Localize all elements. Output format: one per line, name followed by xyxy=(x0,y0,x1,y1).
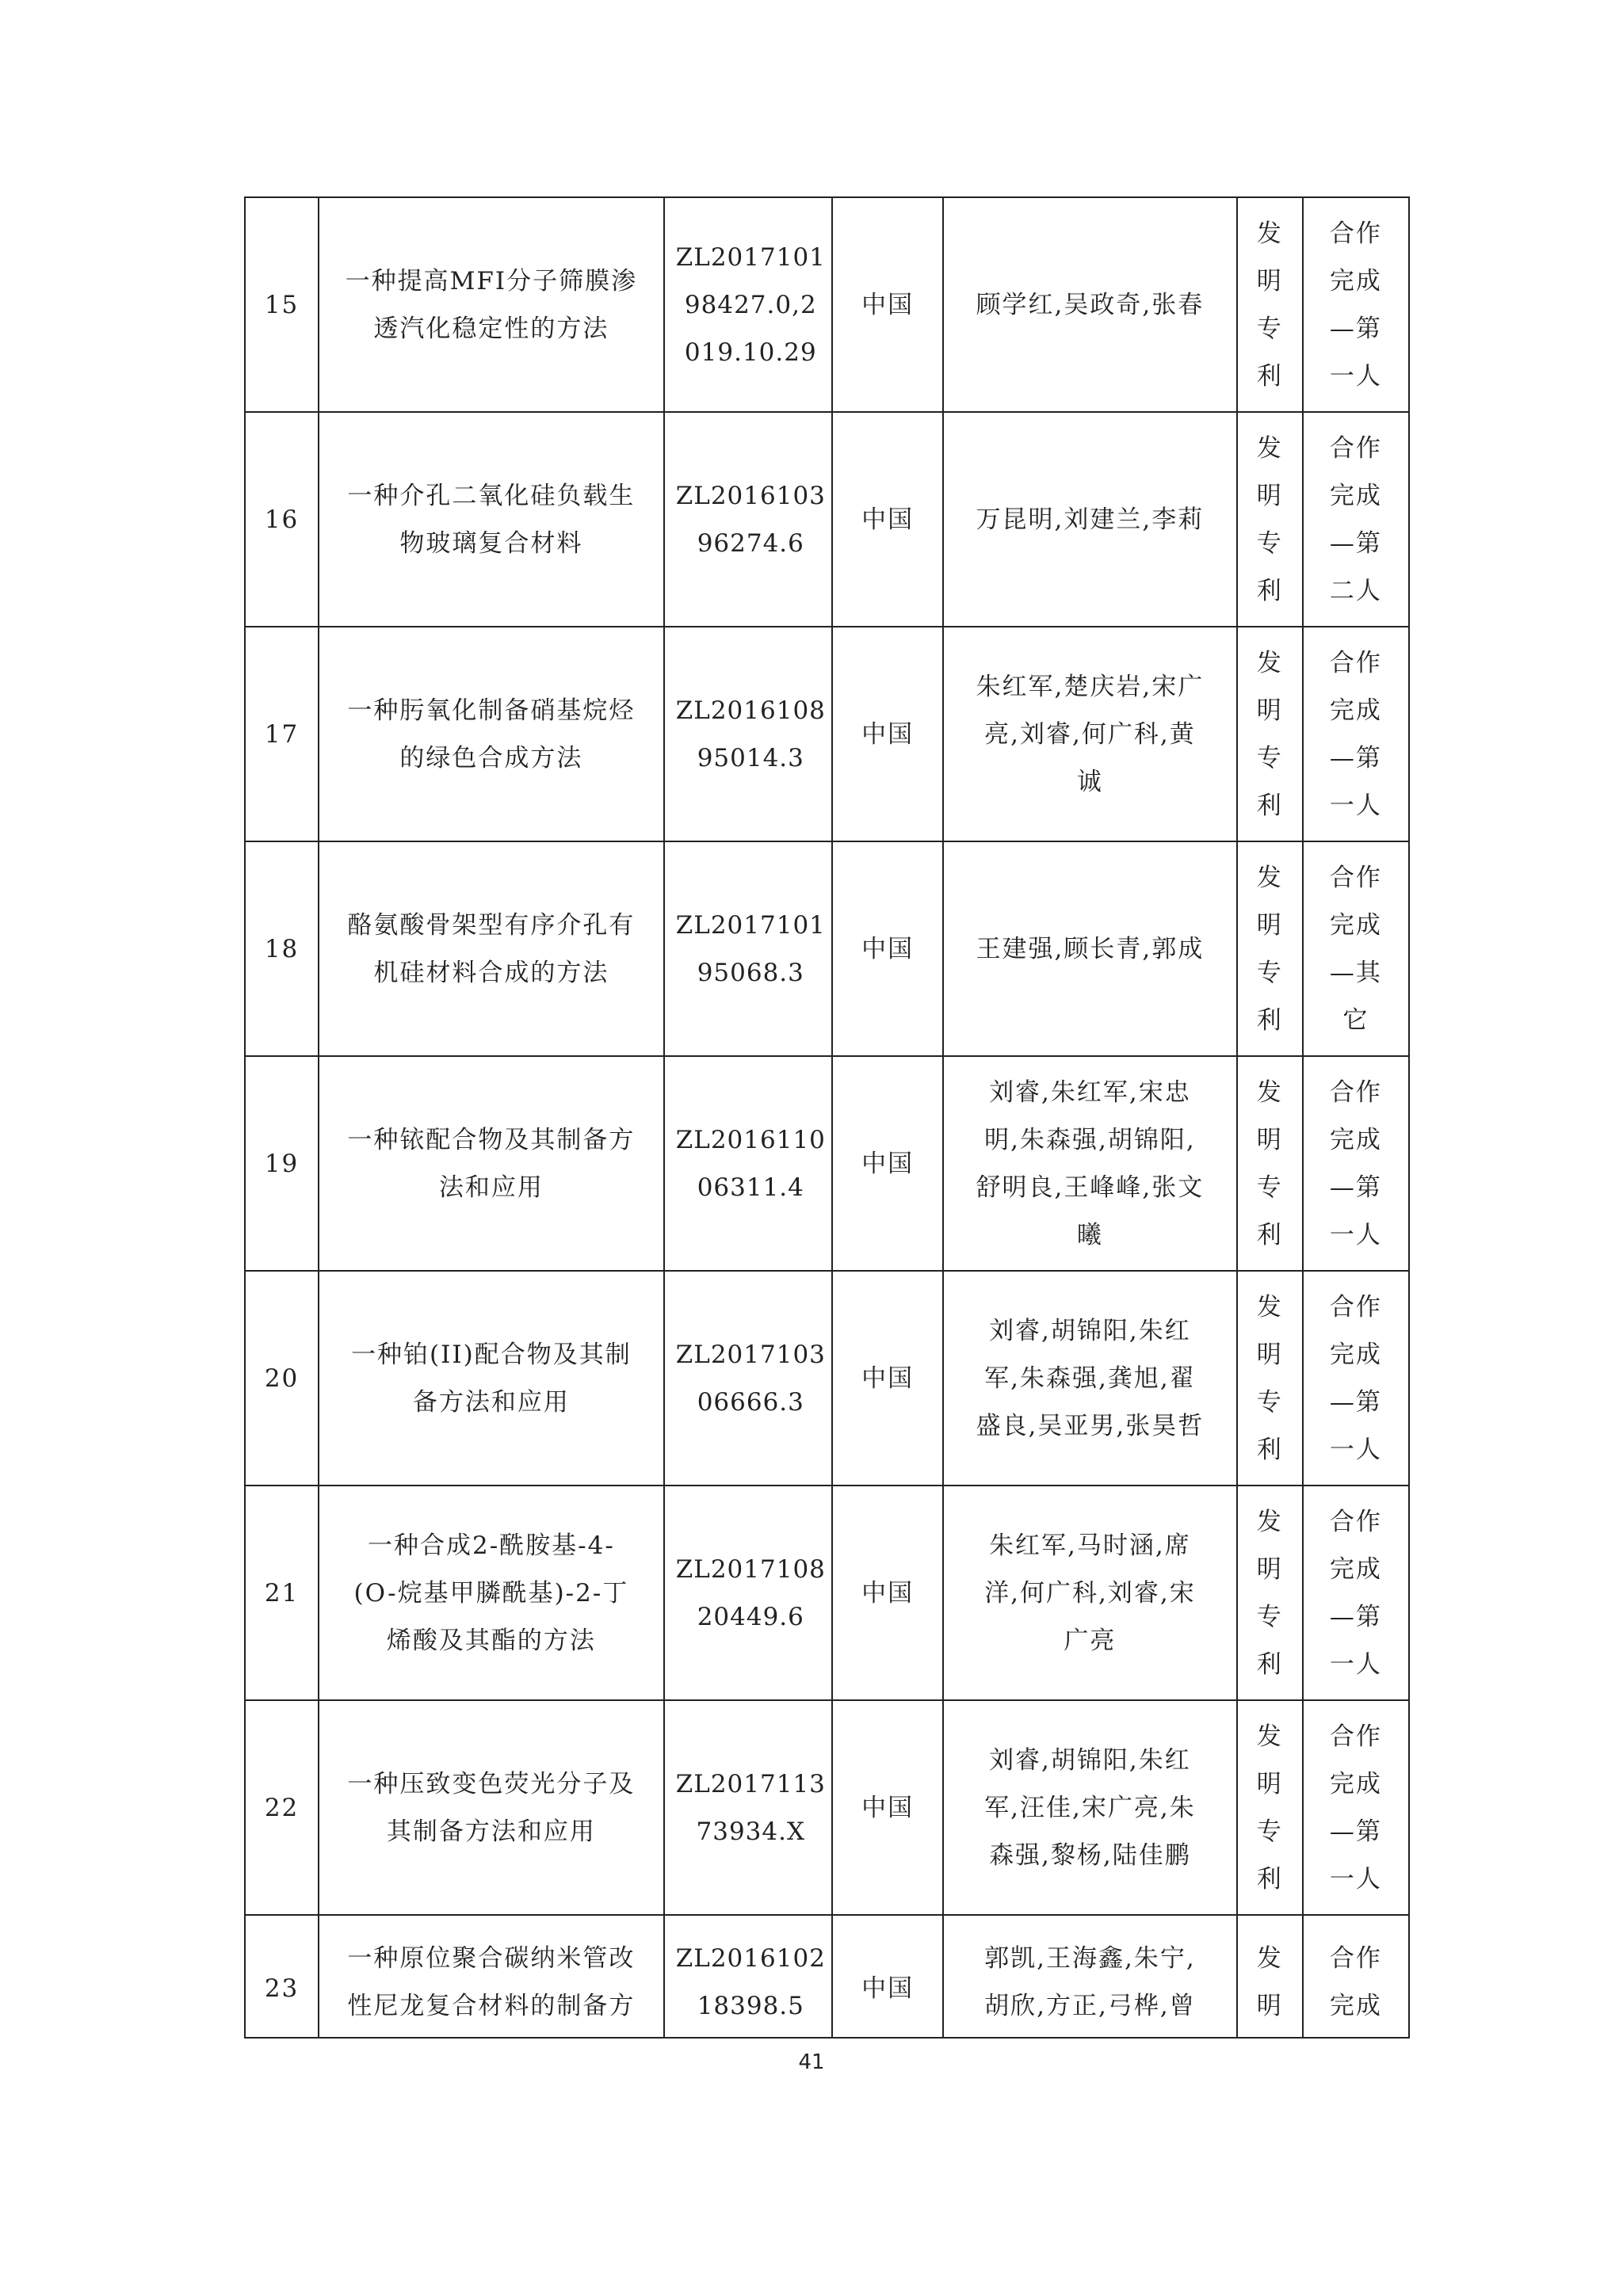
cell-seq-text: 19 xyxy=(264,1149,300,1178)
cell-patent-name-text: 一种铂(II)配合物及其制 备方法和应用 xyxy=(351,1340,632,1417)
cell-patent-number xyxy=(664,841,832,1056)
cell-inventors xyxy=(943,1056,1237,1271)
cell-seq xyxy=(245,1915,319,2038)
cell-patent-number-text: ZL2016108 95014.3 xyxy=(675,696,826,772)
cell-completion-rank xyxy=(1303,1486,1409,1700)
cell-patent-type-text: 发 明 专 利 xyxy=(1256,219,1283,391)
table-row xyxy=(245,841,1409,1056)
cell-patent-type-text: 发 明 专 利 xyxy=(1256,648,1283,820)
cell-completion-rank xyxy=(1303,197,1409,412)
cell-country-text: 中国 xyxy=(861,290,915,319)
cell-inventors-text: 刘睿,胡锦阳,朱红 军,朱森强,龚旭,翟 盛良,吴亚男,张昊哲 xyxy=(976,1316,1205,1440)
cell-seq xyxy=(245,412,319,627)
cell-seq xyxy=(245,1700,319,1915)
cell-completion-rank xyxy=(1303,627,1409,841)
cell-country xyxy=(832,1056,943,1271)
cell-patent-name xyxy=(319,412,664,627)
cell-patent-type xyxy=(1237,1700,1303,1915)
cell-country xyxy=(832,841,943,1056)
cell-country-text: 中国 xyxy=(861,1363,915,1393)
cell-country xyxy=(832,627,943,841)
cell-country xyxy=(832,1271,943,1486)
cell-completion-rank-text: 合作 完成 xyxy=(1329,1943,1382,2020)
cell-seq xyxy=(245,1486,319,1700)
cell-patent-name-text: 一种铱配合物及其制备方 法和应用 xyxy=(347,1125,636,1202)
cell-seq-text: 22 xyxy=(264,1793,300,1822)
cell-patent-name xyxy=(319,197,664,412)
cell-patent-type xyxy=(1237,627,1303,841)
cell-patent-number xyxy=(664,1056,832,1271)
cell-country-text: 中国 xyxy=(861,1578,915,1608)
cell-patent-number xyxy=(664,197,832,412)
cell-completion-rank xyxy=(1303,841,1409,1056)
cell-completion-rank xyxy=(1303,1700,1409,1915)
cell-patent-type xyxy=(1237,841,1303,1056)
cell-patent-number xyxy=(664,412,832,627)
cell-inventors-text: 万昆明,刘建兰,李莉 xyxy=(976,505,1205,534)
cell-inventors xyxy=(943,1915,1237,2038)
table-row xyxy=(245,1056,1409,1271)
cell-patent-type-text: 发 明 专 利 xyxy=(1256,1507,1283,1679)
table-row xyxy=(245,1486,1409,1700)
cell-completion-rank-text: 合作 完成 —其 它 xyxy=(1329,863,1382,1035)
table-row xyxy=(245,412,1409,627)
cell-patent-name xyxy=(319,1700,664,1915)
cell-country-text: 中国 xyxy=(861,1974,915,2003)
cell-seq xyxy=(245,627,319,841)
cell-inventors xyxy=(943,841,1237,1056)
cell-patent-number-text: ZL2017101 95068.3 xyxy=(675,910,826,987)
cell-inventors xyxy=(943,197,1237,412)
table-row xyxy=(245,627,1409,841)
cell-patent-name-text: 一种原位聚合碳纳米管改 性尼龙复合材料的制备方 xyxy=(347,1943,636,2020)
cell-country-text: 中国 xyxy=(861,1793,915,1822)
cell-patent-number-text: ZL2017113 73934.X xyxy=(675,1769,826,1846)
cell-country xyxy=(832,1915,943,2038)
cell-completion-rank xyxy=(1303,1271,1409,1486)
cell-seq-text: 16 xyxy=(264,505,300,534)
cell-patent-number xyxy=(664,1915,832,2038)
cell-completion-rank xyxy=(1303,1056,1409,1271)
cell-patent-number-text: ZL2016110 06311.4 xyxy=(675,1125,826,1202)
cell-patent-type-text: 发 明 专 利 xyxy=(1256,433,1283,605)
cell-patent-name-text: 酪氨酸骨架型有序介孔有 机硅材料合成的方法 xyxy=(347,910,636,987)
cell-patent-type-text: 发 明 专 利 xyxy=(1256,1722,1283,1894)
cell-patent-name xyxy=(319,1486,664,1700)
cell-completion-rank-text: 合作 完成 —第 一人 xyxy=(1329,648,1382,820)
cell-patent-number-text: ZL2017103 06666.3 xyxy=(675,1340,826,1417)
cell-patent-name-text: 一种介孔二氧化硅负载生 物玻璃复合材料 xyxy=(347,481,636,558)
cell-patent-type-text: 发 明 专 利 xyxy=(1256,863,1283,1035)
cell-patent-name xyxy=(319,1056,664,1271)
cell-inventors-text: 王建强,顾长青,郭成 xyxy=(976,934,1205,963)
cell-country-text: 中国 xyxy=(861,719,915,749)
cell-patent-number-text: ZL2017101 98427.0,2 019.10.29 xyxy=(675,242,826,367)
patent-table xyxy=(244,196,1410,2039)
cell-patent-name-text: 一种压致变色荧光分子及 其制备方法和应用 xyxy=(347,1769,636,1846)
cell-completion-rank-text: 合作 完成 —第 二人 xyxy=(1329,433,1382,605)
cell-patent-number xyxy=(664,1271,832,1486)
cell-country xyxy=(832,197,943,412)
cell-patent-type xyxy=(1237,197,1303,412)
cell-inventors xyxy=(943,1486,1237,1700)
cell-completion-rank-text: 合作 完成 —第 一人 xyxy=(1329,1507,1382,1679)
cell-patent-name xyxy=(319,627,664,841)
cell-inventors xyxy=(943,1271,1237,1486)
cell-patent-number-text: ZL2017108 20449.6 xyxy=(675,1554,826,1631)
cell-patent-name xyxy=(319,1915,664,2038)
cell-seq xyxy=(245,841,319,1056)
cell-completion-rank-text: 合作 完成 —第 一人 xyxy=(1329,1722,1382,1894)
cell-patent-type xyxy=(1237,1486,1303,1700)
cell-patent-name xyxy=(319,1271,664,1486)
cell-seq-text: 21 xyxy=(264,1578,300,1608)
cell-inventors-text: 郭凯,王海鑫,朱宁, 胡欣,方正,弓桦,曾 xyxy=(984,1943,1196,2020)
cell-country-text: 中国 xyxy=(861,934,915,963)
cell-completion-rank xyxy=(1303,412,1409,627)
cell-patent-type-text: 发 明 专 利 xyxy=(1256,1292,1283,1464)
cell-patent-name-text: 一种提高MFI分子筛膜渗 透汽化稳定性的方法 xyxy=(345,266,638,343)
cell-country xyxy=(832,412,943,627)
cell-patent-number xyxy=(664,1700,832,1915)
cell-seq-text: 18 xyxy=(264,934,300,963)
table-row xyxy=(245,197,1409,412)
cell-patent-type xyxy=(1237,1915,1303,2038)
cell-patent-name-text: 一种合成2-酰胺基-4- (O-烷基甲膦酰基)-2-丁 烯酸及其酯的方法 xyxy=(353,1531,629,1655)
table-row xyxy=(245,1271,1409,1486)
patent-table-body xyxy=(245,197,1409,2038)
cell-country xyxy=(832,1486,943,1700)
cell-patent-name-text: 一种肟氧化制备硝基烷烃 的绿色合成方法 xyxy=(347,696,636,772)
cell-patent-type xyxy=(1237,412,1303,627)
cell-patent-number-text: ZL2016103 96274.6 xyxy=(675,481,826,558)
table-row xyxy=(245,1700,1409,1915)
cell-seq-text: 20 xyxy=(264,1363,300,1393)
cell-patent-type xyxy=(1237,1271,1303,1486)
cell-inventors xyxy=(943,1700,1237,1915)
cell-patent-type-text: 发 明 xyxy=(1256,1943,1283,2020)
cell-completion-rank-text: 合作 完成 —第 一人 xyxy=(1329,1077,1382,1249)
page-number: 41 xyxy=(798,2050,825,2074)
cell-inventors-text: 刘睿,朱红军,宋忠 明,朱森强,胡锦阳, 舒明良,王峰峰,张文 曦 xyxy=(976,1077,1205,1249)
cell-seq-text: 15 xyxy=(264,290,300,319)
cell-seq xyxy=(245,1271,319,1486)
cell-patent-number-text: ZL2016102 18398.5 xyxy=(675,1943,826,2020)
cell-completion-rank-text: 合作 完成 —第 一人 xyxy=(1329,1292,1382,1464)
cell-patent-name xyxy=(319,841,664,1056)
cell-completion-rank xyxy=(1303,1915,1409,2038)
cell-patent-number xyxy=(664,627,832,841)
cell-patent-type-text: 发 明 专 利 xyxy=(1256,1077,1283,1249)
cell-seq-text: 23 xyxy=(264,1974,300,2003)
cell-inventors xyxy=(943,627,1237,841)
cell-country xyxy=(832,1700,943,1915)
cell-inventors xyxy=(943,412,1237,627)
cell-country-text: 中国 xyxy=(861,505,915,534)
cell-seq xyxy=(245,197,319,412)
cell-inventors-text: 顾学红,吴政奇,张春 xyxy=(976,290,1205,319)
cell-country-text: 中国 xyxy=(861,1149,915,1178)
cell-inventors-text: 刘睿,胡锦阳,朱红 军,汪佳,宋广亮,朱 森强,黎杨,陆佳鹏 xyxy=(984,1745,1196,1870)
table-row xyxy=(245,1915,1409,2038)
cell-seq xyxy=(245,1056,319,1271)
cell-patent-number xyxy=(664,1486,832,1700)
cell-inventors-text: 朱红军,马时涵,席 洋,何广科,刘睿,宋 广亮 xyxy=(984,1531,1196,1655)
cell-completion-rank-text: 合作 完成 —第 一人 xyxy=(1329,219,1382,391)
cell-inventors-text: 朱红军,楚庆岩,宋广 亮,刘睿,何广科,黄 诚 xyxy=(976,672,1205,796)
cell-seq-text: 17 xyxy=(264,719,300,749)
cell-patent-type xyxy=(1237,1056,1303,1271)
